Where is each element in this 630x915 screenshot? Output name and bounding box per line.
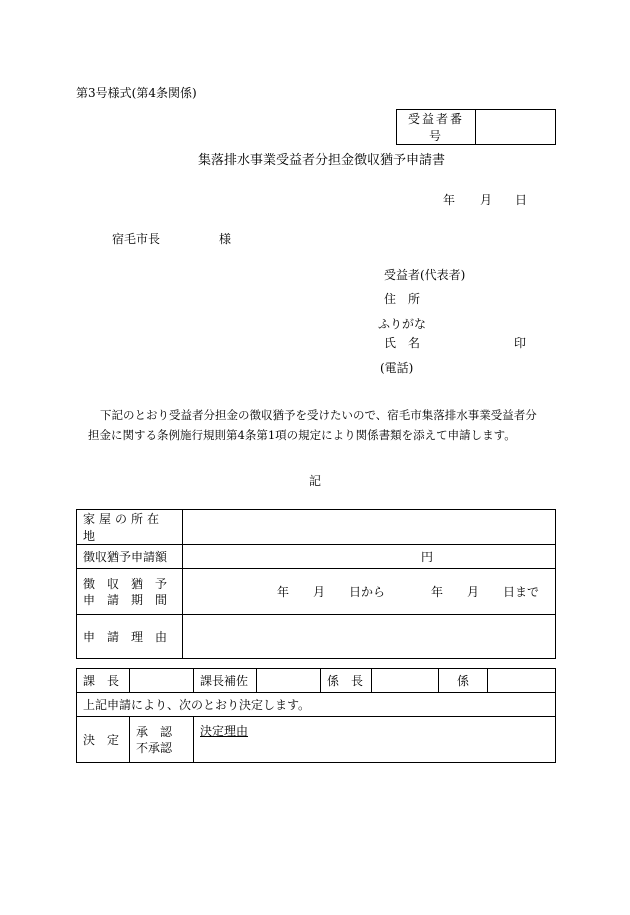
applicant-name-label: 氏 名 [384,336,421,350]
period-label-line1: 徴 収 猶 予 [83,576,168,591]
decision-reason-label: 決定理由 [200,724,249,738]
date-month: 月 [480,193,493,207]
decision-label: 決 定 [77,717,130,763]
period-field[interactable] [183,569,556,615]
applicant-furigana-label: ふりがな [378,317,427,331]
applicant-phone-label: (電話) [380,361,414,375]
body-text-line2: 担金に関する条例施行規則第4条第1項の規定により関係書類を添えて申請します。 [88,428,516,442]
date-day: 日 [515,193,528,207]
period-to-month: 月 [467,584,480,599]
deputy-chief-seal-box[interactable] [257,669,321,693]
seal-mark: 印 [514,336,527,350]
details-table [76,509,556,659]
chief-seal-box[interactable] [130,669,194,693]
form-number: 第3号様式(第4条関係) [76,86,197,100]
staff-label: 係 [439,669,488,693]
period-from-day: 日から [349,584,386,599]
beneficiary-number-box [396,109,556,145]
signature-row [77,669,556,693]
approval-table [76,668,556,763]
page-title: 集落排水事業受益者分担金徴収猶予申請書 [198,153,446,168]
disapprove-option[interactable]: 不承認 [136,740,173,755]
location-field[interactable] [183,510,556,545]
beneficiary-number-label: 受益者番号 [397,110,476,145]
period-row [77,569,556,615]
section-chief-seal-box[interactable] [372,669,439,693]
decision-note: 上記申請により、次のとおり決定します。 [77,693,556,717]
beneficiary-number-field[interactable] [476,110,556,145]
location-row [77,510,556,545]
decision-row [77,717,556,763]
addressee-honorific: 様 [219,232,232,246]
location-label: 家屋の所在地 [77,510,183,545]
staff-seal-box[interactable] [488,669,556,693]
period-from-month: 月 [313,584,326,599]
amount-unit: 円 [421,550,434,564]
decision-note-row [77,693,556,717]
reason-field[interactable] [183,615,556,659]
period-to-year: 年 [431,584,444,599]
amount-field[interactable] [183,545,556,569]
chief-label: 課 長 [77,669,130,693]
body-text-line1: 下記のとおり受益者分担金の徴収猶予を受けたいので、宿毛市集落排水事業受益者分 [100,408,537,422]
applicant-heading: 受益者(代表者) [384,268,466,282]
date-year: 年 [443,193,456,207]
period-label-line2: 申 請 期 間 [83,592,168,607]
approve-options[interactable] [130,717,194,763]
section-chief-label: 係 長 [321,669,372,693]
amount-label: 徴収猶予申請額 [77,545,183,569]
ki-heading: 記 [309,474,322,488]
period-to-day: 日まで [503,584,540,599]
period-from-year: 年 [277,584,290,599]
addressee-name: 宿毛市長 [112,232,161,246]
reason-label: 申 請 理 由 [77,615,183,659]
applicant-address-label: 住 所 [384,292,421,306]
decision-reason-cell[interactable] [194,717,556,763]
approve-option[interactable]: 承 認 [136,724,173,739]
amount-row [77,545,556,569]
deputy-chief-label: 課長補佐 [194,669,257,693]
reason-row [77,615,556,659]
period-label [77,569,183,615]
